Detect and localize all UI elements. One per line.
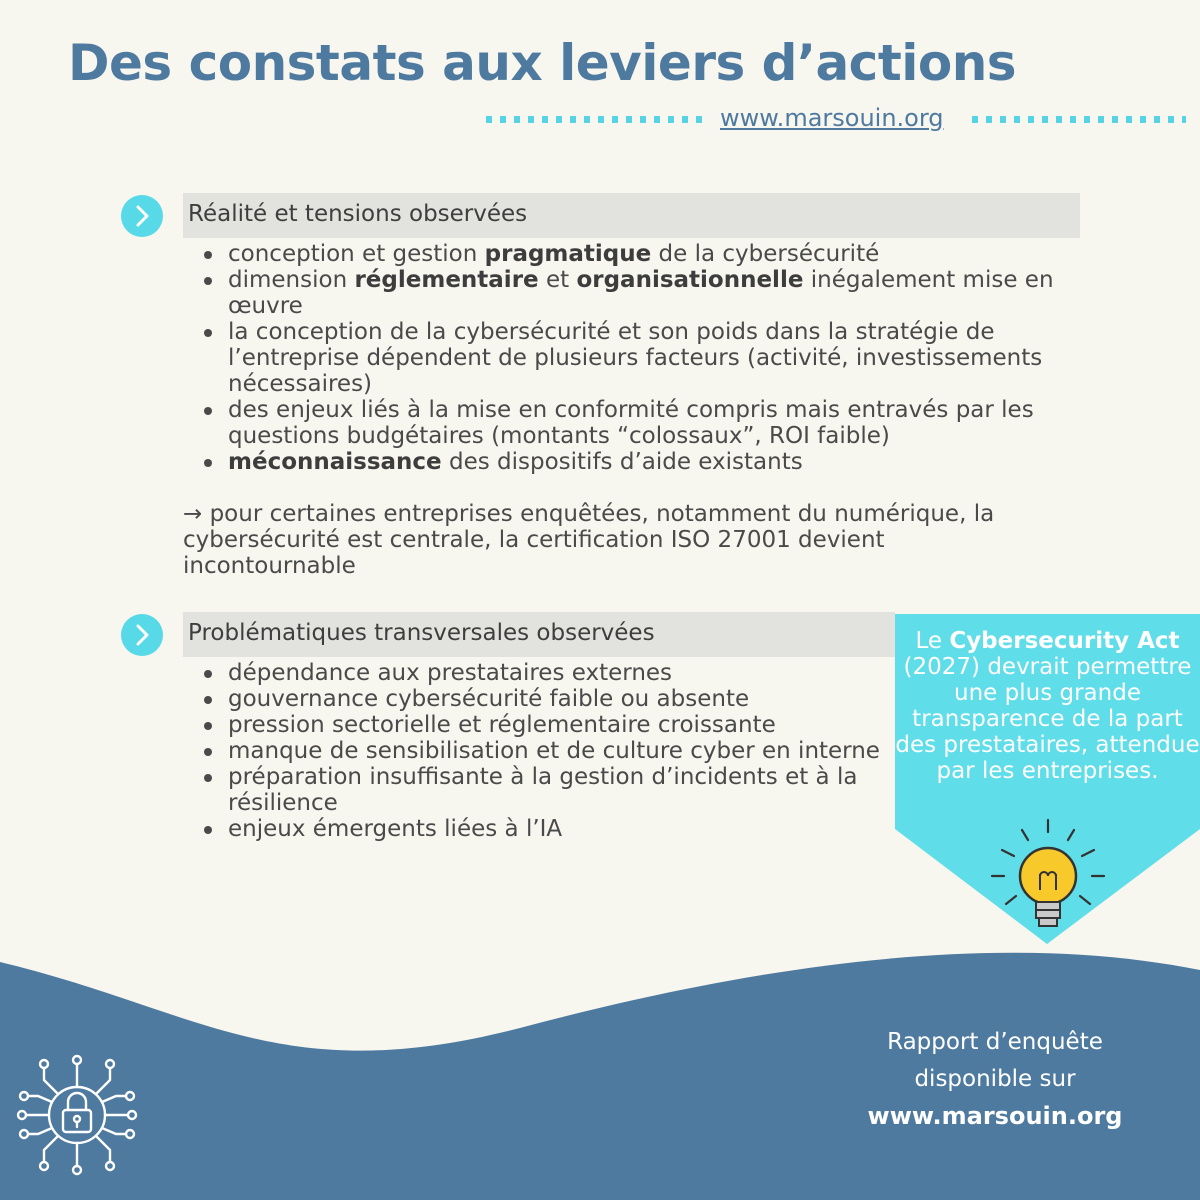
list-item: pression sectorielle et réglementaire croissante (200, 712, 880, 738)
list-item: la conception de la cybersécurité et son poids dans la stratégie de l’entreprise dépendent de plusieurs facteurs (activité, investissements nécessaires) (200, 319, 1080, 397)
section-heading: Réalité et tensions observées (188, 201, 528, 227)
observations-list (200, 241, 1080, 475)
footer-text: Rapport d’enquête disponible sur www.marsouin.org (850, 1024, 1140, 1135)
conclusion-note: → pour certaines entreprises enquêtées, notamment du numérique, la cybersécurité est centrale, la certification ISO 27001 devient incontournable (183, 501, 995, 579)
section-heading-bar (183, 193, 1080, 238)
footer-link[interactable]: www.marsouin.org (867, 1102, 1123, 1130)
page-title: Des constats aux leviers d’actions (68, 34, 1017, 92)
dotted-divider-left (486, 116, 710, 123)
dotted-divider-right (972, 116, 1186, 123)
list-item: préparation insuffisante à la gestion d’incidents et à la résilience (200, 764, 880, 816)
section-heading: Problématiques transversales observées (188, 620, 655, 646)
section-heading-bar (183, 612, 895, 657)
list-item: dépendance aux prestataires externes (200, 660, 880, 686)
chevron-right-icon (121, 614, 163, 656)
site-link[interactable]: www.marsouin.org (720, 104, 944, 132)
list-item: des enjeux liés à la mise en conformité compris mais entravés par les questions budgétaires (montants “colossaux”, ROI faible) (200, 397, 1080, 449)
chevron-right-icon (121, 195, 163, 237)
list-item: enjeux émergents liées à l’IA (200, 816, 880, 842)
problems-list (200, 660, 880, 842)
callout-text: Le Cybersecurity Act (2027) devrait permettre une plus grande transparence de la part des prestataires, attendue par les entreprises. (895, 628, 1200, 784)
list-item: gouvernance cybersécurité faible ou absente (200, 686, 880, 712)
lightbulb-icon (990, 818, 1110, 938)
list-item: dimension réglementaire et organisationnelle inégalement mise en œuvre (200, 267, 1080, 319)
list-item: conception et gestion pragmatique de la cybersécurité (200, 241, 1080, 267)
list-item: manque de sensibilisation et de culture cyber en interne (200, 738, 880, 764)
network-lock-icon (14, 1052, 140, 1178)
list-item: méconnaissance des dispositifs d’aide existants (200, 449, 1080, 475)
